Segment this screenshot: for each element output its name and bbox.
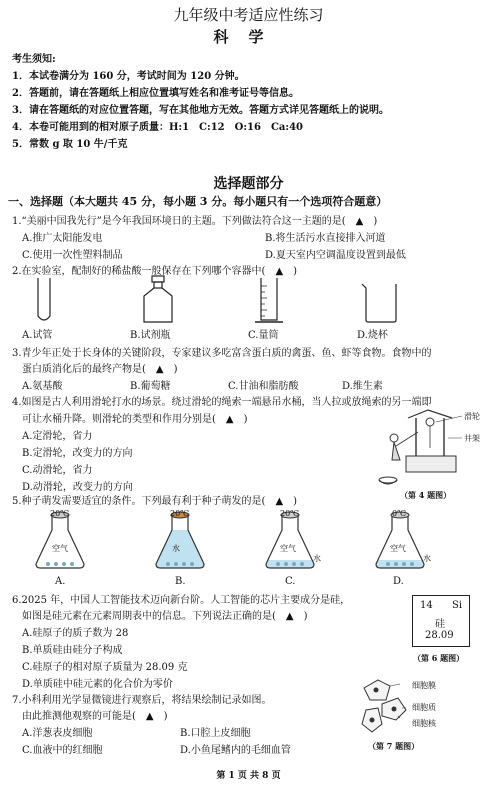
q5-stem: 5.种子萌发需要适宜的条件。下列最有利于种子萌发的是( ▲ ) bbox=[12, 496, 298, 507]
flask-c-temp: 20℃ bbox=[280, 509, 300, 518]
page-footer: 第 1 页 共 8 页 bbox=[216, 771, 281, 781]
notice-item: 1．本试卷满分为 160 分，考试时间为 120 分钟。 bbox=[12, 71, 245, 82]
reagent-bottle-icon bbox=[144, 276, 172, 322]
flask-c-letter: C. bbox=[285, 576, 296, 587]
q6-option-a: A.硅原子的质子数为 28 bbox=[22, 628, 129, 639]
q4-option-b: B.定滑轮，改变力的方向 bbox=[22, 448, 133, 459]
flask-a-temp: 20℃ bbox=[50, 509, 70, 518]
q7-option-c: C.血液中的红细胞 bbox=[22, 745, 103, 756]
q6-stem-cont: 如图是硅元素在元素周期表中的信息。下列说法正确的是( ▲ ) bbox=[22, 611, 308, 622]
graduated-cylinder-icon bbox=[255, 278, 283, 322]
q2-apparatus-figure bbox=[30, 276, 470, 326]
part-heading: 一、选择题（本大题共 45 分，每小题 3 分。每小题只有一个选项符合题意） bbox=[8, 195, 388, 208]
q6-option-c: C.硅原子的相对原子质量为 28.09 克 bbox=[22, 662, 188, 673]
flask-c-content: 空气 bbox=[280, 544, 296, 553]
q3-stem-cont: 蛋白质消化后的最终产物是( ▲ ) bbox=[22, 364, 178, 375]
flask-b-letter: B. bbox=[175, 576, 186, 587]
flask-d-letter: D. bbox=[393, 576, 404, 587]
q4-option-a: A.定滑轮，省力 bbox=[22, 431, 93, 442]
q2-option-b: B.试剂瓶 bbox=[130, 330, 171, 341]
q7-stem: 7.小科利用光学显微镜进行观察后，将结果绘制记录如图。 bbox=[12, 695, 272, 706]
q6-figure-caption: （第 6 题图） bbox=[413, 653, 465, 663]
q3-stem: 3.青少年正处于长身体的关键阶段，专家建议多吃富含蛋白质的禽蛋、鱼、虾等食物。食物中的 bbox=[12, 348, 432, 359]
flask-b-icon bbox=[156, 512, 204, 568]
flask-a-letter: A. bbox=[55, 576, 66, 587]
q2-option-d: D.烧杯 bbox=[357, 330, 388, 341]
pulley-label: 滑轮 bbox=[464, 412, 480, 421]
cells-figure bbox=[360, 678, 410, 736]
notice-item: 2．答题前，请在答题纸上相应位置填写姓名和准考证号等信息。 bbox=[12, 88, 299, 99]
q7-option-b: B.口腔上皮细胞 bbox=[180, 728, 251, 739]
q3-option-d: D.维生素 bbox=[342, 381, 383, 392]
q6-option-d: D.单质硅中硅元素的化合价为零价 bbox=[22, 679, 173, 690]
q4-option-d: D.动滑轮，改变力的方向 bbox=[22, 482, 133, 493]
frame-label: 井架 bbox=[464, 434, 480, 443]
element-symbol: Si bbox=[452, 600, 463, 611]
flask-d-temp: 0℃ bbox=[392, 509, 407, 518]
nucleus-label: 细胞核 bbox=[412, 719, 436, 728]
notice-item: 4．本卷可能用到的相对原子质量：H:1 C:12 O:16 Ca:40 bbox=[12, 122, 303, 133]
cell-icon bbox=[362, 708, 382, 732]
cell-icon bbox=[382, 698, 406, 720]
flask-a-content: 空气 bbox=[52, 544, 68, 553]
q3-option-c: C.甘油和脂肪酸 bbox=[228, 381, 299, 392]
subject-title: 科学 bbox=[213, 28, 284, 46]
flask-d-icon bbox=[376, 512, 424, 568]
q7-stem-cont: 由此推测他观察的可能是( ▲ ) bbox=[22, 711, 168, 722]
q4-stem-cont: 可让水桶升降。则滑轮的类型和作用分别是( ▲ ) bbox=[22, 414, 248, 425]
q1-option-a: A.推广太阳能发电 bbox=[22, 233, 103, 244]
element-number: 14 bbox=[420, 600, 433, 611]
test-tube-icon bbox=[38, 278, 50, 320]
q2-option-c: C.量筒 bbox=[248, 330, 279, 341]
page-title: 九年级中考适应性练习 bbox=[173, 6, 324, 24]
element-name: 硅 bbox=[435, 619, 445, 630]
q3-option-b: B.葡萄糖 bbox=[130, 381, 171, 392]
q7-option-a: A.洋葱表皮细胞 bbox=[22, 728, 93, 739]
q7-option-d: D.小鱼尾鳍内的毛细血管 bbox=[180, 745, 291, 756]
q4-figure-caption: （第 4 题图） bbox=[400, 490, 452, 500]
q5-flask-figure bbox=[30, 508, 450, 576]
notice-item: 5．常数 g 取 10 牛/千克 bbox=[12, 139, 128, 150]
q1-option-d: D.夏天室内空调温度设置到最低 bbox=[265, 250, 406, 261]
flask-b-content: 水 bbox=[172, 544, 180, 553]
q2-stem: 2.在实验室，配制好的稀盐酸一般保存在下列哪个容器中( ▲ ) bbox=[12, 266, 298, 277]
q1-option-c: C.使用一次性塑料制品 bbox=[22, 250, 123, 261]
flask-d-content: 空气 bbox=[390, 544, 406, 553]
notice-item: 3．请在答题纸的对应位置答题，写在其他地方无效。答题方式详见答题纸上的说明。 bbox=[12, 105, 389, 116]
q4-stem: 4.如图是古人利用滑轮打水的场景。绕过滑轮的绳索一端悬吊水桶，当人拉或放绳索的另一端即 bbox=[12, 397, 432, 408]
q4-option-c: C.动滑轮，省力 bbox=[22, 465, 93, 476]
cell-icon bbox=[364, 680, 390, 700]
q6-option-b: B.单质硅由硅分子构成 bbox=[22, 645, 123, 656]
element-mass: 28.09 bbox=[425, 630, 454, 641]
cell-membrane-label: 细胞膜 bbox=[412, 681, 436, 690]
flask-c-icon bbox=[266, 512, 314, 568]
flask-b-temp: 20℃ bbox=[170, 509, 190, 518]
q1-option-b: B.将生活污水直接排入河道 bbox=[265, 233, 386, 244]
cytoplasm-label: 细胞质 bbox=[412, 703, 436, 712]
beaker-icon bbox=[362, 284, 396, 322]
q3-option-a: A.氨基酸 bbox=[22, 381, 63, 392]
q7-figure-caption: （第 7 题图） bbox=[368, 741, 420, 751]
q6-stem: 6.2025 年，中国人工智能技术迈向新台阶。人工智能的芯片主要成分是硅， bbox=[12, 595, 351, 606]
flask-d-water: 水 bbox=[423, 554, 431, 563]
flask-c-water: 水 bbox=[313, 554, 321, 563]
notice-heading: 考生须知: bbox=[12, 54, 56, 65]
bucket-icon bbox=[379, 477, 397, 484]
section-title: 选择题部分 bbox=[213, 176, 284, 192]
q1-stem: 1.“美丽中国我先行”是今年我国环境日的主题。下列做法符合这一主题的是( ▲ ) bbox=[12, 216, 378, 227]
flask-a-icon bbox=[36, 512, 84, 568]
q2-option-a: A.试管 bbox=[22, 330, 53, 341]
